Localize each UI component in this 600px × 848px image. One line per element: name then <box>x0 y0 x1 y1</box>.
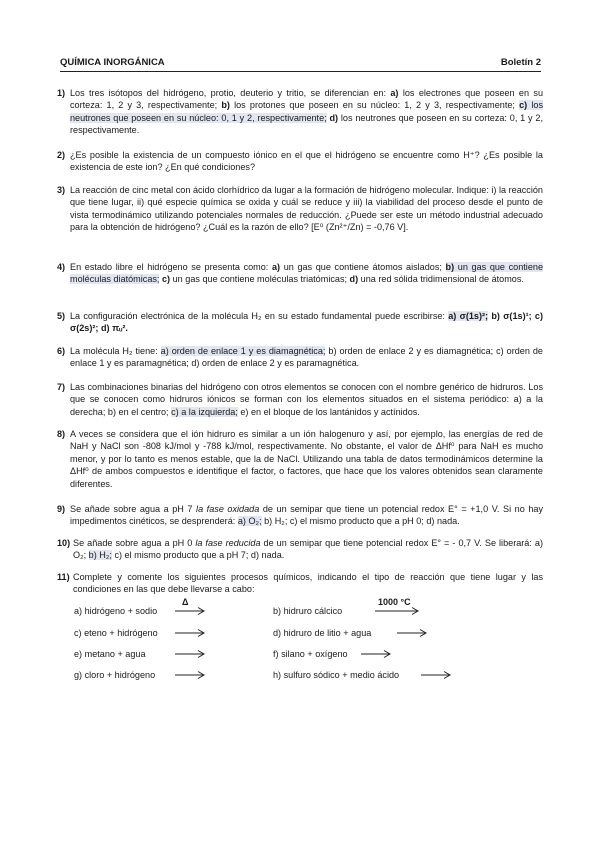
question-number: 11) <box>57 572 70 582</box>
question-number: 2) <box>57 150 66 160</box>
reaction-arrow-icon <box>174 649 206 659</box>
reaction-arrow-icon <box>374 606 420 616</box>
bulletin-number: Boletín 2 <box>500 57 541 68</box>
reaction-arrow-icon <box>174 670 206 680</box>
reaction-b: b) hidruro cálcico <box>273 606 343 616</box>
question-9 <box>57 503 543 528</box>
question-text: La configuración electrónica de la molécula H₂ en su estado fundamental puede escribirse: a) σ(1s)²; b) σ(1s)¹; c) σ(2s)²; d) πᵤ². <box>70 311 544 334</box>
highlighted-answer: c) los neutrones que poseen en su núcleo: 0, 1 y 2, respectivamente; <box>70 100 544 123</box>
reaction-e: e) metano + agua <box>74 649 146 659</box>
question-7 <box>57 381 543 418</box>
question-10 <box>57 537 543 562</box>
highlighted-answer: b) un gas que contiene moléculas diatómicas; <box>70 262 544 285</box>
question-text: La molécula H₂ tiene: a) orden de enlace 1 y es diamagnética; b) orden de enlace 2 y es diamagnética; c) orden de enlace 1 y es paramagnética; d) orden de enlace 2 y es paramagnética. <box>70 346 543 369</box>
page-header <box>60 57 541 72</box>
highlighted-answer: b) H₂; <box>88 550 112 561</box>
highlighted-answer: a) orden de enlace 1 y es diamagnética; <box>160 346 326 356</box>
reaction-arrow-icon <box>174 628 206 638</box>
question-number: 1) <box>57 88 66 98</box>
question-text: Complete y comente los siguientes procesos químicos, indicando el tipo de reacción que tiene lugar y las condiciones en las que debe llevarse a cabo: <box>73 572 543 595</box>
question-text: Las combinaciones binarias del hidrógeno con otros elementos se conocen con el nombre genérico de hidruros. Los que se conocen como hidruros iónicos se forman con los elementos situados en el sistema periódico: a) a la derecha; b) en el centro; c) a la izquierda; e) en el bloque de los lantánidos y actínidos. <box>70 382 543 417</box>
question-3 <box>57 184 543 234</box>
reaction-d: d) hidruro de litio + agua <box>273 628 372 638</box>
temperature-condition-label: 1000 °C <box>378 597 411 607</box>
question-number: 9) <box>57 504 66 514</box>
reaction-arrow-icon <box>420 670 452 680</box>
highlighted-answer: a) O₂; <box>237 516 262 527</box>
question-1 <box>57 87 543 137</box>
question-11 <box>57 571 543 596</box>
highlighted-answer: a) σ(1s)²; <box>448 311 489 321</box>
question-text: En estado libre el hidrógeno se presenta como: a) un gas que contiene átomos aislados; b) un gas que contiene moléculas diatómicas; c) un gas que contiene moléculas triatómicas; d) una red sólida tridimensional de átomos. <box>70 262 544 285</box>
question-text: Se añade sobre agua a pH 7 la fase oxidada de un semipar que tiene un potencial redox E° = +1,0 V. Si no hay impedimentos cinéticos, se desprenderá: a) O₂; b) H₂; c) el mismo producto que a pH 0; d) nada. <box>70 504 543 527</box>
question-6 <box>57 345 543 370</box>
reaction-arrow-icon <box>396 628 428 638</box>
question-text: A veces se considera que el ión hidruro es similar a un ión halogenuro y así, por ejemplo, las energías de red de NaH y NaCl son -808 kJ/mol y -788 kJ/mol, respectivamente. No obstante, el valor de ΔHf⁰ para NaH es mucho menor, y por lo tanto es menos estable, que la de NaCl. Utilizando una tabla de datos termodinámicos determine la ΔHf⁰ de ambos compuestos e identifique el factor, o factores, que hace que los valores obtenidos sean claramente diferentes. <box>70 429 543 489</box>
question-5 <box>57 310 543 335</box>
question-number: 6) <box>57 346 66 356</box>
question-text: Se añade sobre agua a pH 0 la fase reducida de un semipar que tiene potencial redox E° = - 0,7 V. Se liberará: a) O₂; b) H₂; c) el mismo producto que a pH 7; d) nada. <box>73 538 544 561</box>
reaction-f: f) silano + oxígeno <box>273 649 348 659</box>
course-title: QUÍMICA INORGÁNICA <box>60 57 165 68</box>
question-text: ¿Es posible la existencia de un compuesto iónico en el que el hidrógeno se encuentre como H⁺? ¿Es posible la existencia de este ion? ¿En qué condiciones? <box>70 150 543 173</box>
question-number: 7) <box>57 382 66 392</box>
heat-condition-label: Δ <box>182 597 189 607</box>
question-number: 8) <box>57 429 66 439</box>
question-8 <box>57 428 543 490</box>
question-number: 10) <box>57 538 71 548</box>
reaction-c: c) eteno + hidrógeno <box>74 628 158 638</box>
reaction-h: h) sulfuro sódico + medio ácido <box>273 670 400 680</box>
reaction-a: a) hidrógeno + sodio <box>74 606 158 616</box>
question-4 <box>57 261 543 286</box>
question-text: La reacción de cinc metal con ácido clorhídrico da lugar a la formación de hidrógeno molecular. Indique: i) la reacción que tiene lugar, ii) qué especie química se oxida y cuál se reduce y iii) la viabilidad del proceso desde el punto de vista termodinámico utilizando potenciales normales de reducción. ¿Puede ser este un método industrial adecuado para la obtención de hidrógeno? ¿Cuál es la razón de ello? [E⁰ (Zn²⁺/Zn) = -0,76 V]. <box>70 185 543 233</box>
question-text: Los tres isótopos del hidrógeno, protio, deuterio y tritio, se diferencian en: a) los electrones que poseen en su corteza: 1, 2 y 3, respectivamente; b) los protones que poseen en su núcleo: 1, 2 y 3, respectivamente; c) los neutrones que poseen en su núcleo: 0, 1 y 2, respectivamente; d) los neutrones que poseen en su corteza: 0, 1 y 2, respectivamente. <box>70 88 544 136</box>
question-number: 4) <box>57 262 66 272</box>
reaction-arrow-icon <box>360 649 392 659</box>
reaction-arrow-icon <box>174 606 206 616</box>
question-number: 3) <box>57 185 66 195</box>
question-number: 5) <box>57 311 66 321</box>
highlighted-answer: c) a la izquierda; <box>171 406 238 417</box>
question-2 <box>57 149 543 174</box>
reaction-g: g) cloro + hidrógeno <box>74 670 156 680</box>
